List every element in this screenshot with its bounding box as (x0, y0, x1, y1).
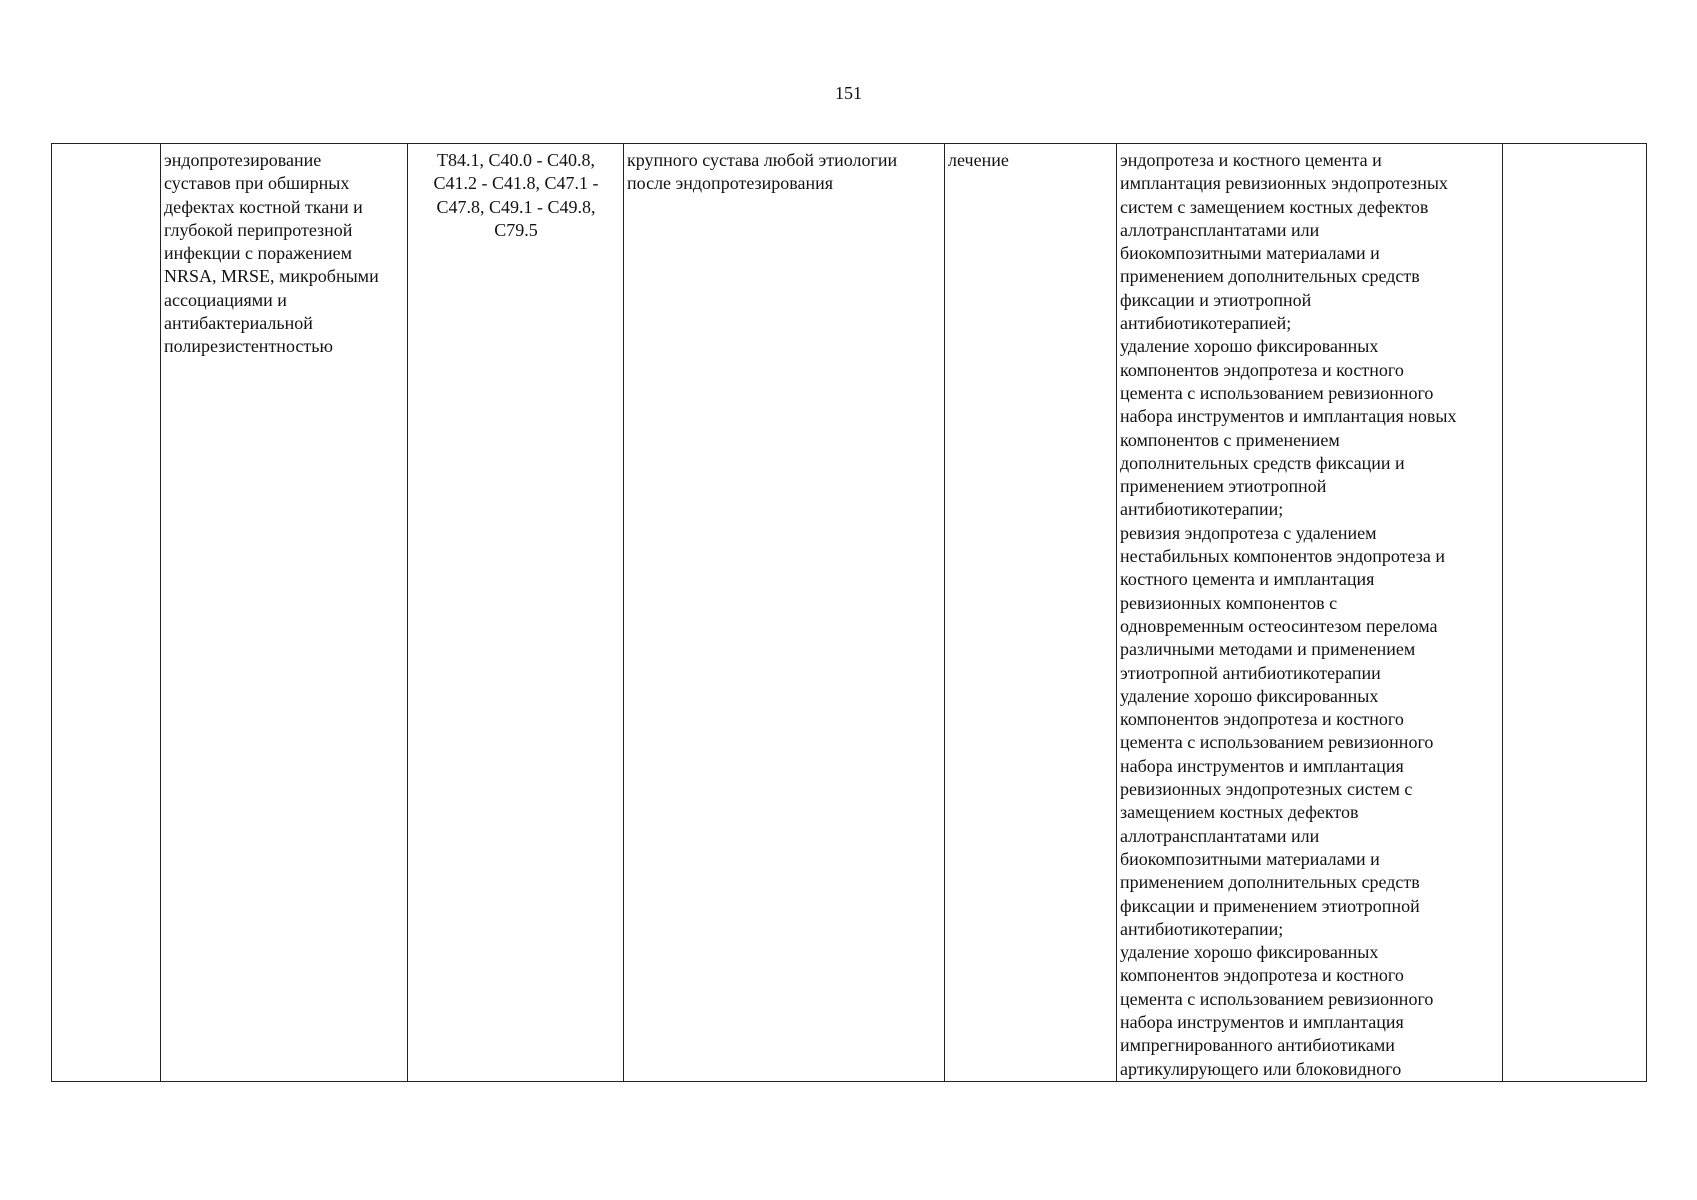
cell-text-line: аллотрансплантатами или (1120, 825, 1320, 846)
cell-treatment-method (1117, 144, 1503, 1082)
cell-text-line: компонентов эндопротеза и костного (1120, 709, 1404, 730)
cell-text-line: после эндопротезирования (627, 173, 834, 194)
cell-text-line: антибиотикотерапией; (1120, 313, 1292, 334)
cell-text-line: цемента с использованием ревизионного (1120, 988, 1434, 1009)
cell-text-line: компонентов с применением (1120, 429, 1340, 450)
cell-text-line: биокомпозитными материалами и (1120, 243, 1380, 264)
cell-text-line: ревизия эндопротеза с удалением (1120, 522, 1377, 543)
medical-care-table (51, 143, 1647, 1082)
cell-text-line: C47.8, C49.1 - C49.8, (436, 196, 596, 217)
cell-text-line: C79.5 (494, 219, 538, 240)
cell-text-line: применением этиотропной (1120, 476, 1327, 497)
cell-text-line: компонентов эндопротеза и костного (1120, 965, 1404, 986)
cell-text-line: суставов при обширных (164, 173, 350, 194)
cell-text-line: ревизионных эндопротезных систем с (1120, 779, 1413, 800)
cell-text-line: биокомпозитными материалами и (1120, 848, 1380, 869)
cell-text-line: имплантация ревизионных эндопротезных (1120, 173, 1448, 194)
cell-text-line: фиксации и этиотропной (1120, 289, 1312, 310)
cell-text-line: компонентов эндопротеза и костного (1120, 359, 1404, 380)
cell-text-line: крупного сустава любой этиологии (627, 150, 898, 170)
cell-text-line: эндопротезирование (164, 150, 322, 170)
cell-text-line: одновременным остеосинтезом перелома (1120, 615, 1438, 636)
cell-text-line: полирезистентностью (164, 336, 333, 357)
cell-text-line: инфекции с поражением (164, 243, 353, 264)
cell-text-line: эндопротеза и костного цемента и (1120, 150, 1382, 170)
cell-text-line: ревизионных компонентов с (1120, 592, 1338, 613)
cell-text-line: различными методами и применением (1120, 639, 1416, 660)
cell-text-line: T84.1, C40.0 - C40.8, (436, 150, 595, 170)
cell-text-line: антибактериальной (164, 313, 313, 334)
cell-text-line: антибиотикотерапии; (1120, 499, 1284, 520)
cell-text-line: дополнительных средств фиксации и (1120, 452, 1405, 473)
cell-text-line: удаление хорошо фиксированных (1120, 336, 1379, 357)
cell-text-line: удаление хорошо фиксированных (1120, 685, 1379, 706)
cell-text-line: ассоциациями и (164, 289, 287, 310)
cell-text-line: фиксации и применением этиотропной (1120, 895, 1420, 916)
cell-number (52, 144, 161, 1082)
cell-text-line: набора инструментов и имплантация новых (1120, 406, 1457, 427)
cell-text-line: цемента с использованием ревизионного (1120, 382, 1434, 403)
cell-text-line: систем с замещением костных дефектов (1120, 196, 1429, 217)
page-number: 151 (835, 83, 862, 103)
table-row (52, 144, 1647, 1082)
cell-text-line: применением дополнительных средств (1120, 872, 1420, 893)
cell-text-line: лечение (948, 150, 1009, 170)
cell-text-line: глубокой перипротезной (164, 219, 353, 240)
cell-text-line: применением дополнительных средств (1120, 266, 1420, 287)
cell-text-line: набора инструментов и имплантация (1120, 755, 1404, 776)
cell-text-line: артикулирующего или блоковидного (1120, 1058, 1402, 1079)
cell-text-line: нестабильных компонентов эндопротеза и (1120, 546, 1445, 567)
cell-text-line: цемента с использованием ревизионного (1120, 732, 1434, 753)
cell-text-line: антибиотикотерапии; (1120, 918, 1284, 939)
cell-cost (1503, 144, 1647, 1082)
cell-text-line: костного цемента и имплантация (1120, 569, 1375, 590)
cell-text-line: NRSA, MRSE, микробными (164, 266, 379, 287)
cell-text-line: набора инструментов и имплантация (1120, 1011, 1404, 1032)
cell-care-type (161, 144, 408, 1082)
cell-text-line: C41.2 - C41.8, C47.1 - (433, 173, 599, 194)
cell-text-line: этиотропной антибиотикотерапии (1120, 662, 1381, 683)
cell-text-line: импрегнированного антибиотиками (1120, 1035, 1395, 1056)
cell-text-line: дефектах костной ткани и (164, 196, 363, 217)
cell-patient-model (624, 144, 945, 1082)
cell-icd-codes (408, 144, 624, 1082)
cell-text-line: удаление хорошо фиксированных (1120, 942, 1379, 963)
cell-text-line: аллотрансплантатами или (1120, 219, 1320, 240)
cell-text-line: замещением костных дефектов (1120, 802, 1359, 823)
cell-treatment-type (945, 144, 1117, 1082)
